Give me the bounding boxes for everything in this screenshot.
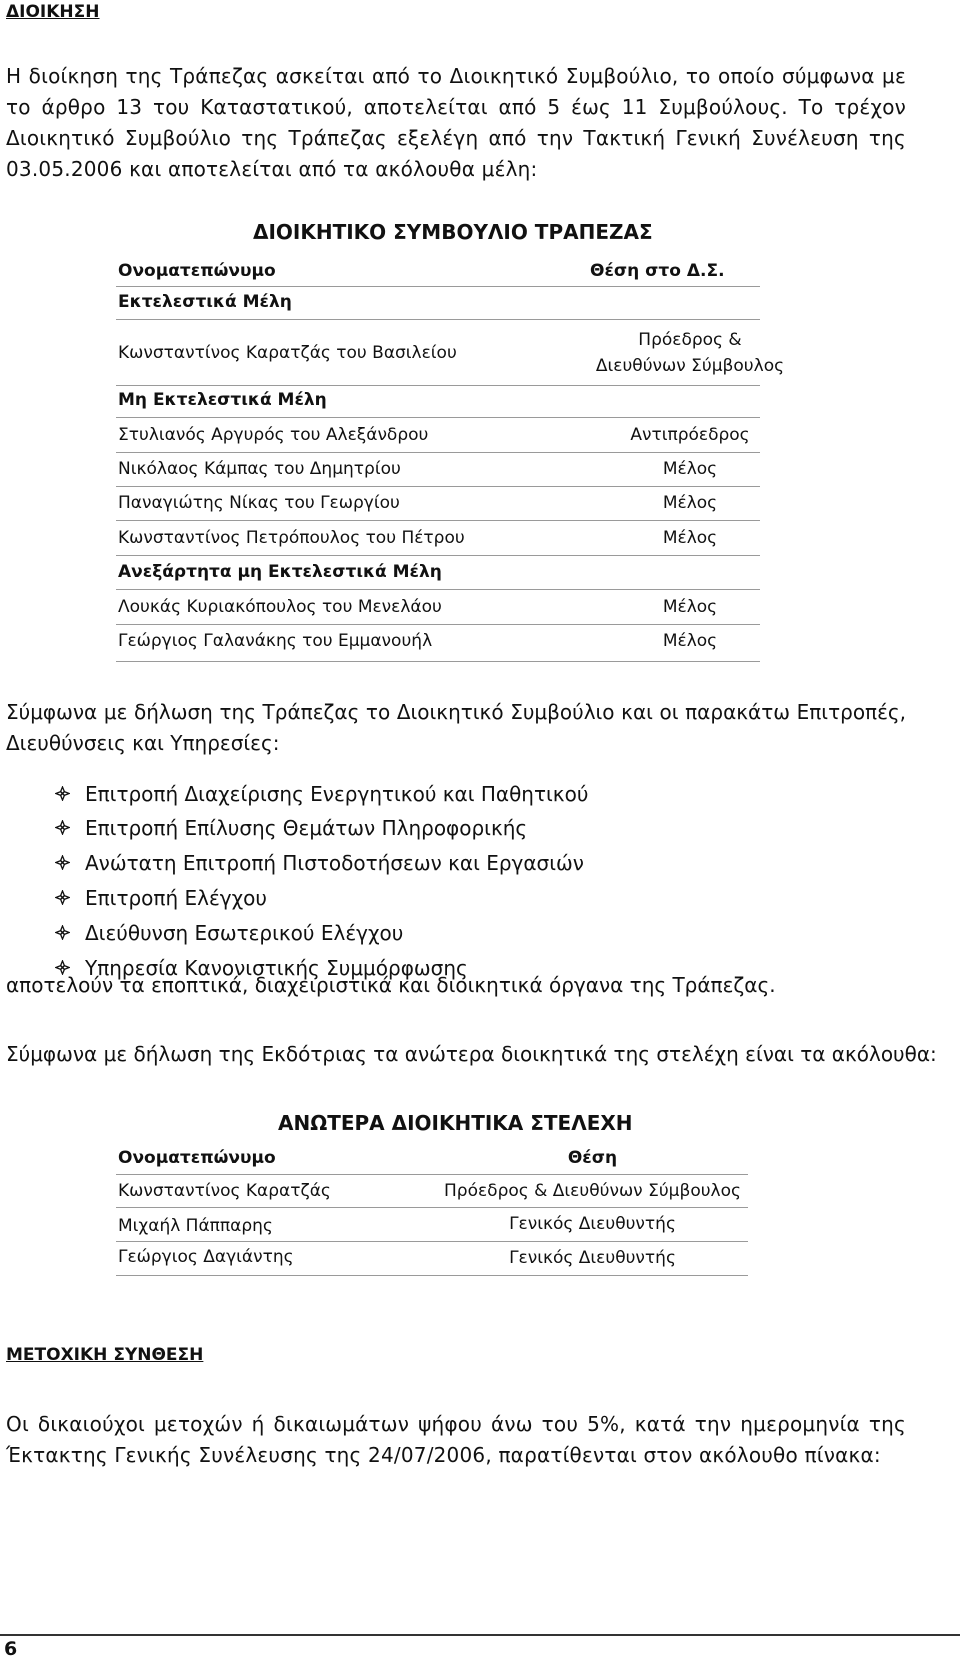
executive-name: Γεώργιος Δαγιάντης <box>118 1247 294 1267</box>
footer-rule <box>0 1634 960 1636</box>
management-intro-paragraph: Η διοίκηση της Τράπεζας ασκείται από το Διοικητικό Συμβούλιο, το οποίο σύμφωνα με το άρθρο 13 του Καταστατικού, αποτελείται από 5 έως 11 Συμβούλους. Το τρέχον Διοικητικό Συμβούλιο της Τράπεζας εξελέγη από την Τακτική Γενική Συνέλευση της 03.05.2006 και αποτελείται από τα ακόλουθα μέλη: <box>6 64 906 181</box>
executives-table-rule <box>116 1174 748 1175</box>
board-group-executive: Εκτελεστικά Μέλη <box>118 292 292 312</box>
board-member-position: Μέλος <box>662 493 718 513</box>
executives-table-rule <box>116 1207 748 1208</box>
board-member-position: Αντιπρόεδρος <box>630 425 750 445</box>
board-member-name: Παναγιώτης Νίκας του Γεωργίου <box>118 493 400 513</box>
board-member-name: Λουκάς Κυριακόπουλος του Μενελάου <box>118 597 442 617</box>
executives-table-title: ΑΝΩΤΕΡΑ ΔΙΟΙΚΗΤΙΚΑ ΣΤΕΛΕΧΗ <box>278 1111 633 1135</box>
board-table-rule <box>116 520 760 521</box>
board-group-independent: Ανεξάρτητα μη Εκτελεστικά Μέλη <box>118 562 442 582</box>
board-table-rule <box>116 417 760 418</box>
board-member-position: Διευθύνων Σύμβουλος <box>595 356 785 376</box>
diamond-bullet-icon <box>55 886 85 905</box>
executive-name: Μιχαήλ Πάππαρης <box>118 1216 273 1236</box>
executive-position: Γενικός Διευθυντής <box>509 1214 676 1234</box>
board-table-rule <box>116 486 760 487</box>
committee-name: Διεύθυνση Εσωτερικού Ελέγχου <box>85 921 404 945</box>
page-number: 6 <box>4 1638 18 1660</box>
board-member-name: Στυλιανός Αργυρός του Αλεξάνδρου <box>118 425 429 445</box>
section-heading-management: ΔΙΟΙΚΗΣΗ <box>6 2 100 22</box>
board-table-rule <box>116 624 760 625</box>
committees-outro-paragraph: αποτελούν τα εποπτικά, διαχειριστικά και διοικητικά όργανα της Τράπεζας. <box>6 973 776 997</box>
board-table-title: ΔΙΟΙΚΗΤΙΚΟ ΣΥΜΒΟΥΛΙΟ ΤΡΑΠΕΖΑΣ <box>253 220 653 244</box>
executive-position: Γενικός Διευθυντής <box>509 1248 676 1268</box>
board-member-name: Νικόλαος Κάμπας του Δημητρίου <box>118 459 401 479</box>
committee-name: Υπηρεσία Κανονιστικής Συμμόρφωσης <box>85 956 468 980</box>
diamond-bullet-icon <box>55 921 85 940</box>
board-member-position: Μέλος <box>662 528 718 548</box>
board-table-rule <box>116 589 760 590</box>
board-table-rule <box>116 286 760 287</box>
executive-name: Κωνσταντίνος Καρατζάς <box>118 1181 331 1201</box>
board-table-rule <box>116 661 760 662</box>
diamond-bullet-icon <box>55 782 85 801</box>
committee-name: Επιτροπή Επίλυσης Θεμάτων Πληροφορικής <box>85 816 528 840</box>
executives-col-name-header: Ονοματεπώνυμο <box>118 1148 276 1168</box>
board-member-position: Μέλος <box>662 631 718 651</box>
committees-intro-paragraph: Σύμφωνα με δήλωση της Τράπεζας το Διοικητικό Συμβούλιο και οι παρακάτω Επιτροπές, Διευθύνσεις και Υπηρεσίες: <box>6 700 906 755</box>
list-item <box>55 782 588 816</box>
board-table-rule <box>116 319 760 320</box>
board-table-rule <box>116 452 760 453</box>
board-member-position: Μέλος <box>662 597 718 617</box>
diamond-bullet-icon <box>55 851 85 870</box>
list-item <box>55 886 267 920</box>
executives-intro-paragraph: Σύμφωνα με δήλωση της Εκδότριας τα ανώτερα διοικητικά της στελέχη είναι τα ακόλουθα: <box>6 1042 937 1066</box>
board-member-name: Γεώργιος Γαλανάκης του Εμμανουήλ <box>118 631 433 651</box>
list-item <box>55 851 584 885</box>
board-member-position: Πρόεδρος & <box>638 330 742 350</box>
executives-col-position-header: Θέση <box>567 1148 618 1168</box>
board-col-position-header: Θέση στο Δ.Σ. <box>590 261 725 281</box>
board-member-name: Κωνσταντίνος Καρατζάς του Βασιλείου <box>118 343 457 363</box>
board-table-rule <box>116 385 760 386</box>
diamond-bullet-icon <box>55 816 85 835</box>
board-member-position: Μέλος <box>662 459 718 479</box>
shareholders-paragraph: Οι δικαιούχοι μετοχών ή δικαιωμάτων ψήφου άνω του 5%, κατά την ημερομηνία της Έκτακτης Γενικής Συνέλευσης της 24/07/2006, παρατίθενται στον ακόλουθο πίνακα: <box>6 1412 906 1467</box>
board-group-non-executive: Μη Εκτελεστικά Μέλη <box>118 390 327 410</box>
committee-name: Επιτροπή Ελέγχου <box>85 886 267 910</box>
committee-name: Επιτροπή Διαχείρισης Ενεργητικού και Παθητικού <box>85 782 589 806</box>
executive-position: Πρόεδρος & Διευθύνων Σύμβουλος <box>444 1181 741 1201</box>
board-table-rule <box>116 555 760 556</box>
board-member-name: Κωνσταντίνος Πετρόπουλος του Πέτρου <box>118 528 465 548</box>
list-item <box>55 816 527 850</box>
board-col-name-header: Ονοματεπώνυμο <box>118 261 276 281</box>
executives-table-rule <box>116 1241 748 1242</box>
section-heading-shareholders: ΜΕΤΟΧΙΚΗ ΣΥΝΘΕΣΗ <box>6 1345 204 1365</box>
list-item <box>55 921 403 955</box>
executives-table-rule <box>116 1275 748 1276</box>
committee-name: Ανώτατη Επιτροπή Πιστοδοτήσεων και Εργασιών <box>85 851 584 875</box>
